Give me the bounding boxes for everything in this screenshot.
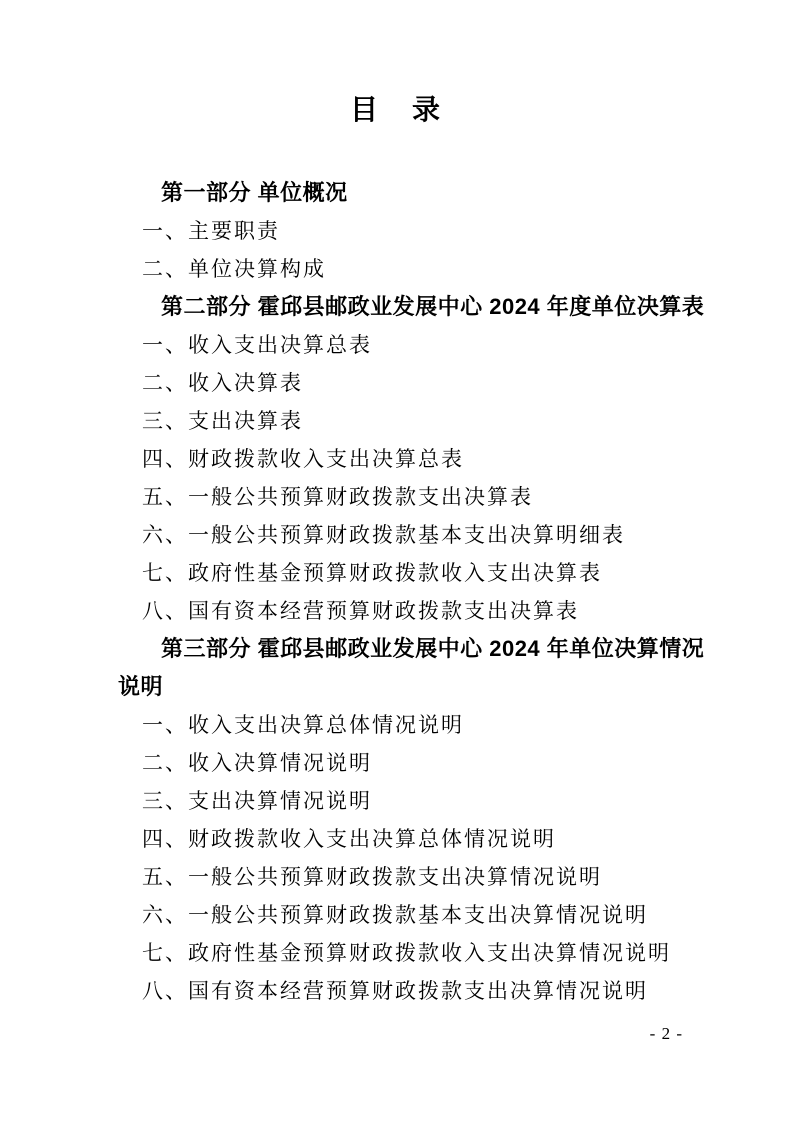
- table-of-contents: [118, 174, 705, 1010]
- toc-item: 八、国有资本经营预算财政拨款支出决算情况说明: [142, 979, 648, 1003]
- toc-item: 三、支出决算情况说明: [142, 789, 372, 813]
- toc-item: 二、单位决算构成: [142, 257, 326, 281]
- section-2-heading: 第二部分 霍邱县邮政业发展中心 2024 年度单位决算表: [161, 294, 705, 319]
- toc-item: 五、一般公共预算财政拨款支出决算表: [142, 485, 533, 509]
- toc-item: 二、收入决算表: [142, 371, 303, 395]
- toc-item: 一、收入支出决算总体情况说明: [142, 713, 464, 737]
- page-number: - 2 -: [649, 1024, 683, 1043]
- page-title: 目 录: [349, 94, 443, 125]
- toc-item: 一、收入支出决算总表: [142, 333, 372, 357]
- toc-item: 七、政府性基金预算财政拨款收入支出决算表: [142, 561, 602, 585]
- toc-item: 二、收入决算情况说明: [142, 751, 372, 775]
- toc-item: 四、财政拨款收入支出决算总体情况说明: [142, 827, 556, 851]
- toc-item: 六、一般公共预算财政拨款基本支出决算明细表: [142, 523, 625, 547]
- section-3-heading-line-1: 第三部分 霍邱县邮政业发展中心 2024 年单位决算情况: [161, 636, 705, 661]
- toc-item: 三、支出决算表: [142, 409, 303, 433]
- toc-item: 一、主要职责: [142, 219, 280, 243]
- toc-item: 八、国有资本经营预算财政拨款支出决算表: [142, 599, 579, 623]
- toc-item: 五、一般公共预算财政拨款支出决算情况说明: [142, 865, 602, 889]
- section-3-heading-line-2: 说明: [118, 674, 164, 699]
- toc-item: 六、一般公共预算财政拨款基本支出决算情况说明: [142, 903, 648, 927]
- section-1-heading: 第一部分 单位概况: [161, 180, 348, 205]
- toc-item: 七、政府性基金预算财政拨款收入支出决算情况说明: [142, 941, 671, 965]
- toc-item: 四、财政拨款收入支出决算总表: [142, 447, 464, 471]
